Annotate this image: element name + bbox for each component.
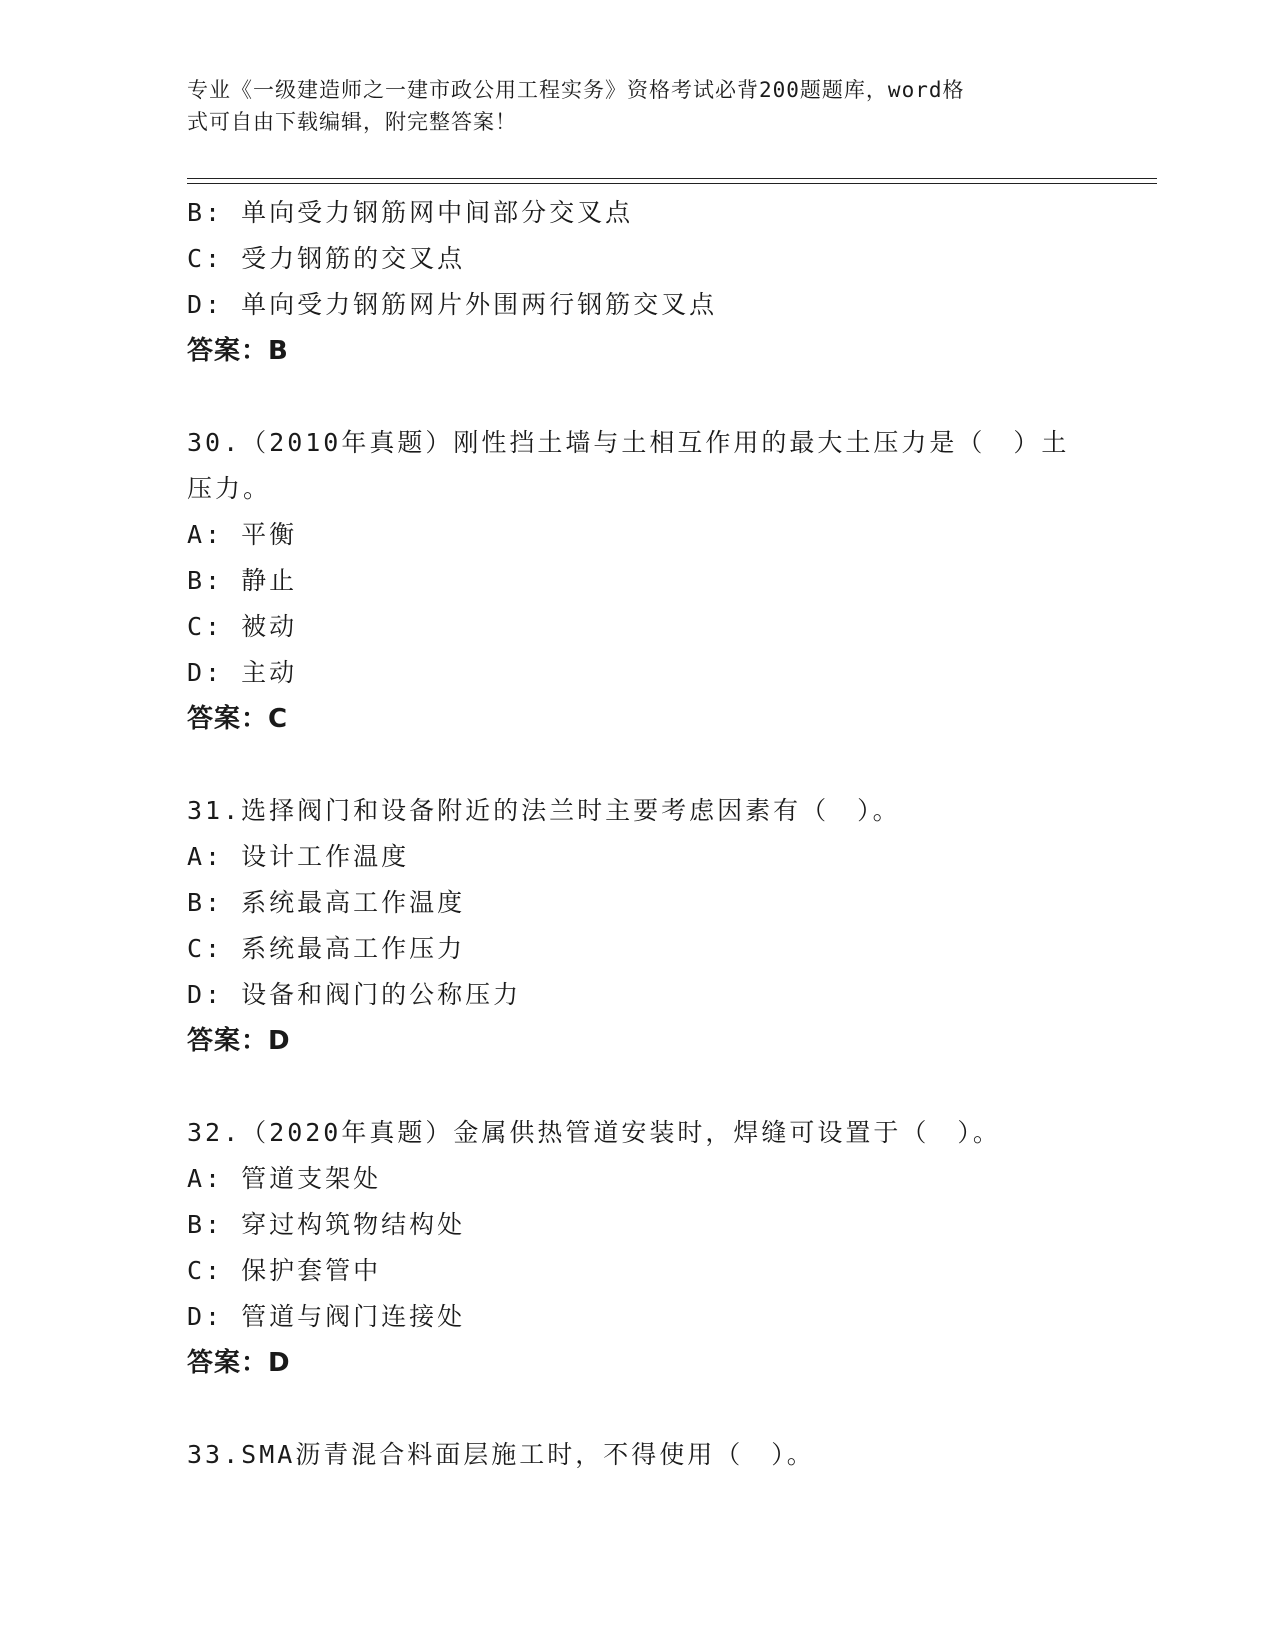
header-line-1: 专业《一级建造师之一建市政公用工程实务》资格考试必背200题题库，word格 (187, 78, 965, 102)
option-b: B: 系统最高工作温度 (187, 888, 466, 917)
header-line-2: 式可自由下载编辑，附完整答案！ (187, 110, 517, 134)
option-c: C: 被动 (187, 612, 298, 641)
option-c: C: 受力钢筋的交叉点 (187, 244, 466, 273)
answer-line: 答案：D (187, 1348, 291, 1378)
option-c: C: 保护套管中 (187, 1256, 382, 1285)
option-d: D: 管道与阀门连接处 (187, 1302, 466, 1331)
question-32 (187, 1110, 1157, 1386)
option-c: C: 系统最高工作压力 (187, 934, 466, 963)
question-list (187, 190, 1157, 1478)
question-31 (187, 788, 1157, 1064)
option-a: A: 管道支架处 (187, 1164, 382, 1193)
answer-line: 答案：B (187, 336, 289, 366)
option-d: D: 单向受力钢筋网片外围两行钢筋交叉点 (187, 290, 718, 319)
question-33 (187, 1432, 1157, 1478)
option-d: D: 设备和阀门的公称压力 (187, 980, 522, 1009)
option-a: A: 平衡 (187, 520, 298, 549)
option-b: B: 单向受力钢筋网中间部分交叉点 (187, 198, 634, 227)
option-b: B: 静止 (187, 566, 298, 595)
option-b: B: 穿过构筑物结构处 (187, 1210, 466, 1239)
document-header (187, 74, 1067, 138)
prev-question-block (187, 190, 1157, 374)
answer-line: 答案：D (187, 1026, 291, 1056)
question-stem: 30.（2010年真题）刚性挡土墙与土相互作用的最大土压力是（ ）土压力。 (187, 428, 1070, 503)
option-a: A: 设计工作温度 (187, 842, 410, 871)
answer-line: 答案：C (187, 704, 289, 734)
question-30 (187, 420, 1157, 742)
question-stem: 31.选择阀门和设备附近的法兰时主要考虑因素有（ ）。 (187, 796, 901, 825)
option-d: D: 主动 (187, 658, 298, 687)
question-stem: 33.SMA沥青混合料面层施工时，不得使用（ ）。 (187, 1440, 815, 1469)
header-divider (187, 178, 1157, 184)
question-stem: 32.（2020年真题）金属供热管道安装时，焊缝可设置于（ ）。 (187, 1118, 1001, 1147)
